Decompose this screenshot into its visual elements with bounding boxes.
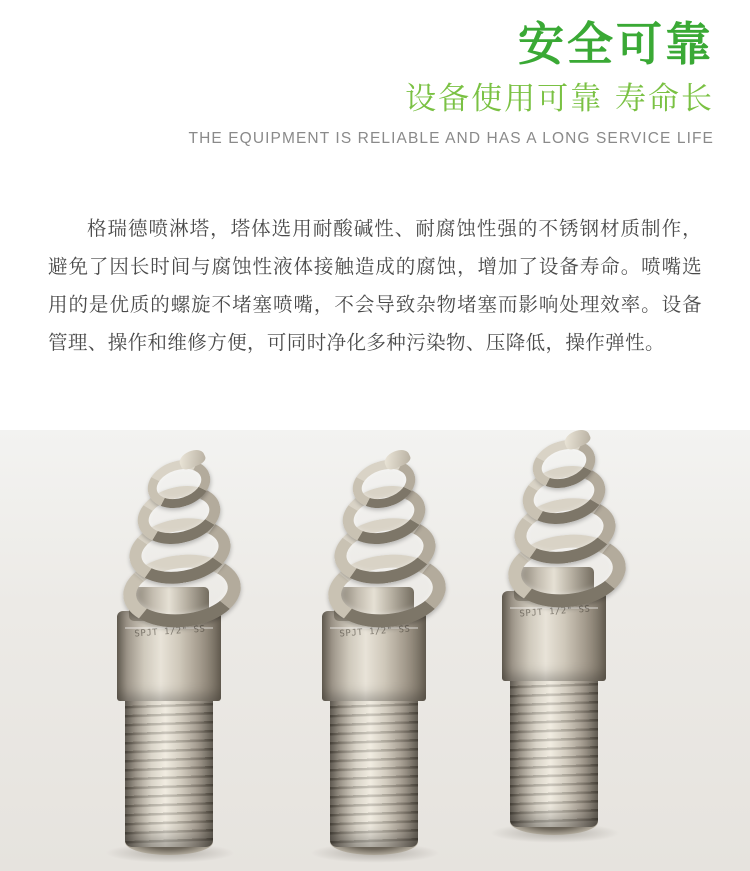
spiral-nozzle-right [480,431,630,841]
product-photo-inner [0,430,750,871]
nozzle-thread [330,697,418,847]
nozzle-thread [125,697,213,847]
body-paragraph: 格瑞德喷淋塔，塔体选用耐酸碱性、耐腐蚀性强的不锈钢材质制作，避免了因长时间与腐蚀性液体接触造成的腐蚀，增加了设备寿命。喷嘴选用的是优质的螺旋不堵塞喷嘴，不会导致杂物堵塞而影响处理效率。设备管理、操作和维修方便，可同时净化多种污染物、压降低，操作弹性。 [48,217,702,354]
page-subtitle-english: THE EQUIPMENT IS RELIABLE AND HAS A LONG SERVICE LIFE [188,130,714,147]
product-photo [0,430,750,871]
nozzle-stamp-label: SPJT 1/2" SS [519,604,591,620]
page-subtitle: 设备使用可靠 寿命长 [405,81,714,117]
nozzle-stamp-label: SPJT 1/2" SS [134,624,206,640]
nozzle-thread [510,677,598,827]
spiral-nozzle-center [300,451,450,861]
spiral-nozzle-left [95,451,245,861]
nozzle-stamp-label: SPJT 1/2" SS [339,624,411,640]
header-block [0,0,750,172]
page-title: 安全可靠 [518,17,714,71]
